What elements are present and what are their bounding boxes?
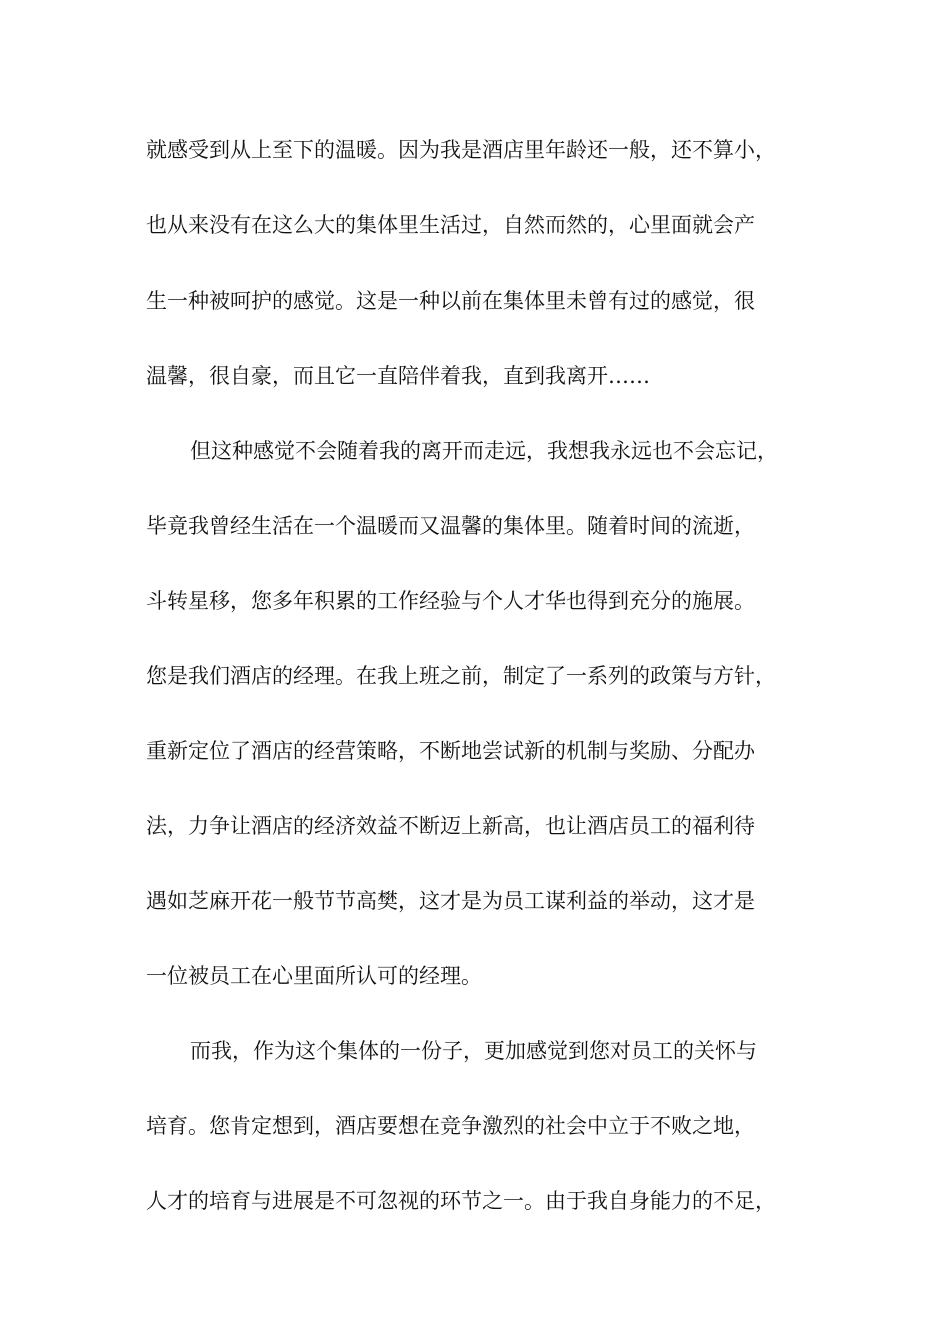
text-line-4: 温馨，很自豪，而且它一直陪伴着我，直到我离开…… bbox=[146, 364, 650, 388]
text-line-11: 遇如芝麻开花一般节节高樊，这才是为员工谋利益的举动，这才是 bbox=[146, 889, 755, 913]
text-line-6: 毕竟我曾经生活在一个温暖而又温馨的集体里。随着时间的流逝， bbox=[146, 514, 755, 538]
text-line-1: 就感受到从上至下的温暖。因为我是酒店里年龄还一般，还不算小， bbox=[146, 138, 776, 162]
text-line-7: 斗转星移，您多年积累的工作经验与个人才华也得到充分的施展。 bbox=[146, 589, 755, 613]
text-line-8: 您是我们酒店的经理。在我上班之前，制定了一系列的政策与方针， bbox=[146, 664, 776, 688]
text-line-2: 也从来没有在这么大的集体里生活过，自然而然的，心里面就会产 bbox=[146, 213, 755, 237]
text-line-14: 培育。您肯定想到，酒店要想在竞争激烈的社会中立于不败之地， bbox=[146, 1114, 755, 1138]
text-line-10: 法，力争让酒店的经济效益不断迈上新高，也让酒店员工的福利待 bbox=[146, 814, 755, 838]
text-line-12: 一位被员工在心里面所认可的经理。 bbox=[146, 964, 482, 988]
text-line-15: 人才的培育与进展是不可忽视的环节之一。由于我自身能力的不足， bbox=[146, 1189, 776, 1213]
paragraph-start-line-13: 而我，作为这个集体的一份子，更加感觉到您对员工的关怀与 bbox=[190, 1039, 757, 1063]
text-line-9: 重新定位了酒店的经营策略，不断地尝试新的机制与奖励、分配办 bbox=[146, 739, 755, 763]
paragraph-start-line-5: 但这种感觉不会随着我的离开而走远，我想我永远也不会忘记， bbox=[190, 439, 778, 463]
text-line-3: 生一种被呵护的感觉。这是一种以前在集体里未曾有过的感觉，很 bbox=[146, 289, 755, 313]
